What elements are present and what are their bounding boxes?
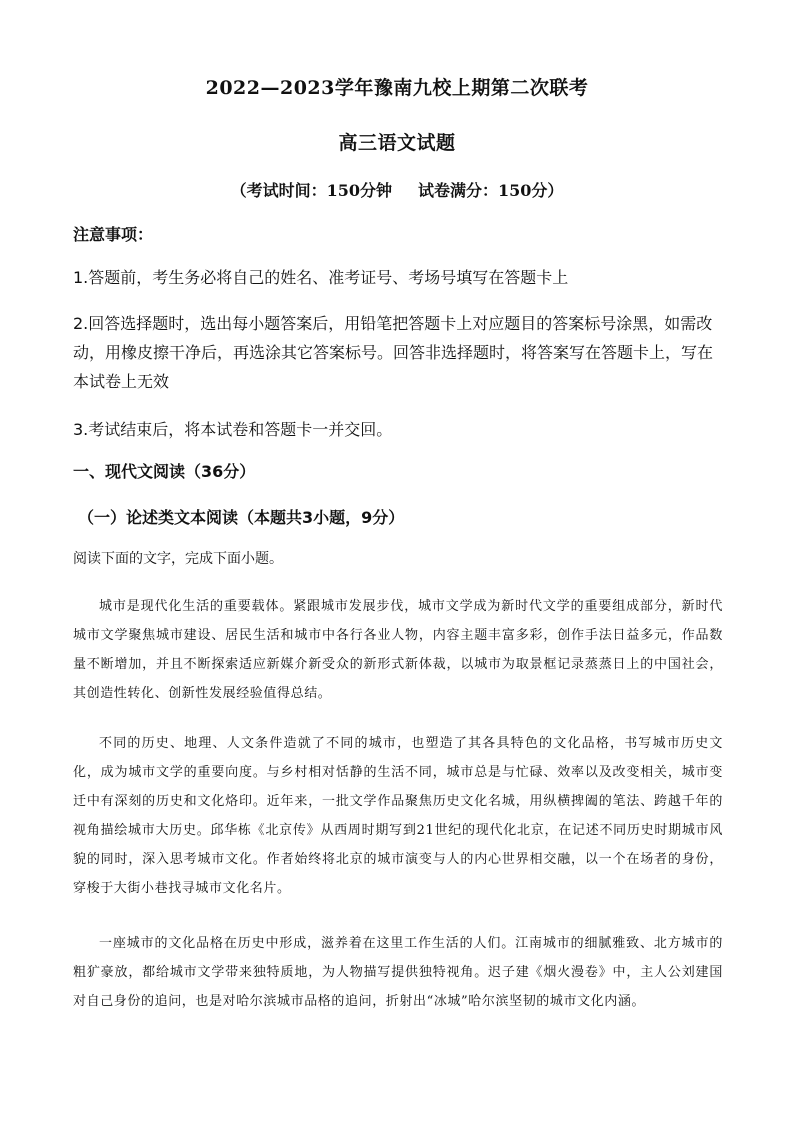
notice-item-3: 3.考试结束后，将本试卷和答题卡一并交回。 bbox=[73, 420, 393, 439]
notice-item-1: 1.答题前，考生务必将自己的姓名、准考证号、考场号填写在答题卡上 bbox=[73, 268, 569, 287]
article-paragraph-2: 不同的历史、地理、人文条件造就了不同的城市，也塑造了其各具特色的文化品格，书写城市历史文化，成为城市文学的重要向度。与乡村相对恬静的生活不同，城市总是与忙碌、效率以及改变相关，城市变迁中有深刻的历史和文化烙印。近年来，一批文学作品聚焦历史文化名城，用纵横捭阖的笔法、跨越千年的视角描绘城市大历史。邱华栋《北京传》从西周时期写到21世纪的现代化北京，在记述不同历史时期城市风貌的同时，深入思考城市文化。作者始终将北京的城市演变与人的内心世界相交融，以一个在场者的身份，穿梭于大街小巷找寻城市文化名片。 bbox=[73, 736, 723, 896]
exam-subtitle: 高三语文试题 bbox=[338, 132, 456, 154]
article-paragraph-1: 城市是现代化生活的重要载体。紧跟城市发展步伐，城市文学成为新时代文学的重要组成部分，新时代城市文学聚焦城市建设、居民生活和城市中各行各业人物，内容主题丰富多彩，创作手法日益多元，作品数量不断增加，并且不断探索适应新媒介新受众的新形式新体裁，以城市为取景框记录蒸蒸日上的中国社会，其创造性转化、创新性发展经验值得总结。 bbox=[73, 599, 723, 701]
reading-instruction: 阅读下面的文字，完成下面小题。 bbox=[73, 551, 283, 567]
subsection-heading: （一）论述类文本阅读（本题共3小题，9分） bbox=[78, 508, 405, 527]
notice-item-2: 2.回答选择题时，选出每小题答案后，用铅笔把答题卡上对应题目的答案标号涂黑，如需改动，用橡皮擦干净后，再选涂其它答案标号。回答非选择题时，将答案写在答题卡上，写在本试卷上无效 bbox=[73, 314, 714, 391]
exam-title: 2022—2023学年豫南九校上期第二次联考 bbox=[205, 77, 589, 99]
notice-heading: 注意事项： bbox=[73, 225, 154, 244]
full-score: 试卷满分：150分） bbox=[418, 181, 564, 200]
exam-info bbox=[0, 178, 794, 201]
exam-time: （考试时间：150分钟 bbox=[230, 181, 392, 200]
section-heading: 一、现代文阅读（36分） bbox=[73, 462, 256, 481]
article-paragraph-3: 一座城市的文化品格在历史中形成，滋养着在这里工作生活的人们。江南城市的细腻雅致、北方城市的粗犷豪放，都给城市文学带来独特质地，为人物描写提供独特视角。迟子建《烟火漫卷》中，主人公刘建国对自己身份的追问，也是对哈尔滨城市品格的追问，折射出“冰城”哈尔滨坚韧的城市文化内涵。 bbox=[73, 936, 723, 1009]
